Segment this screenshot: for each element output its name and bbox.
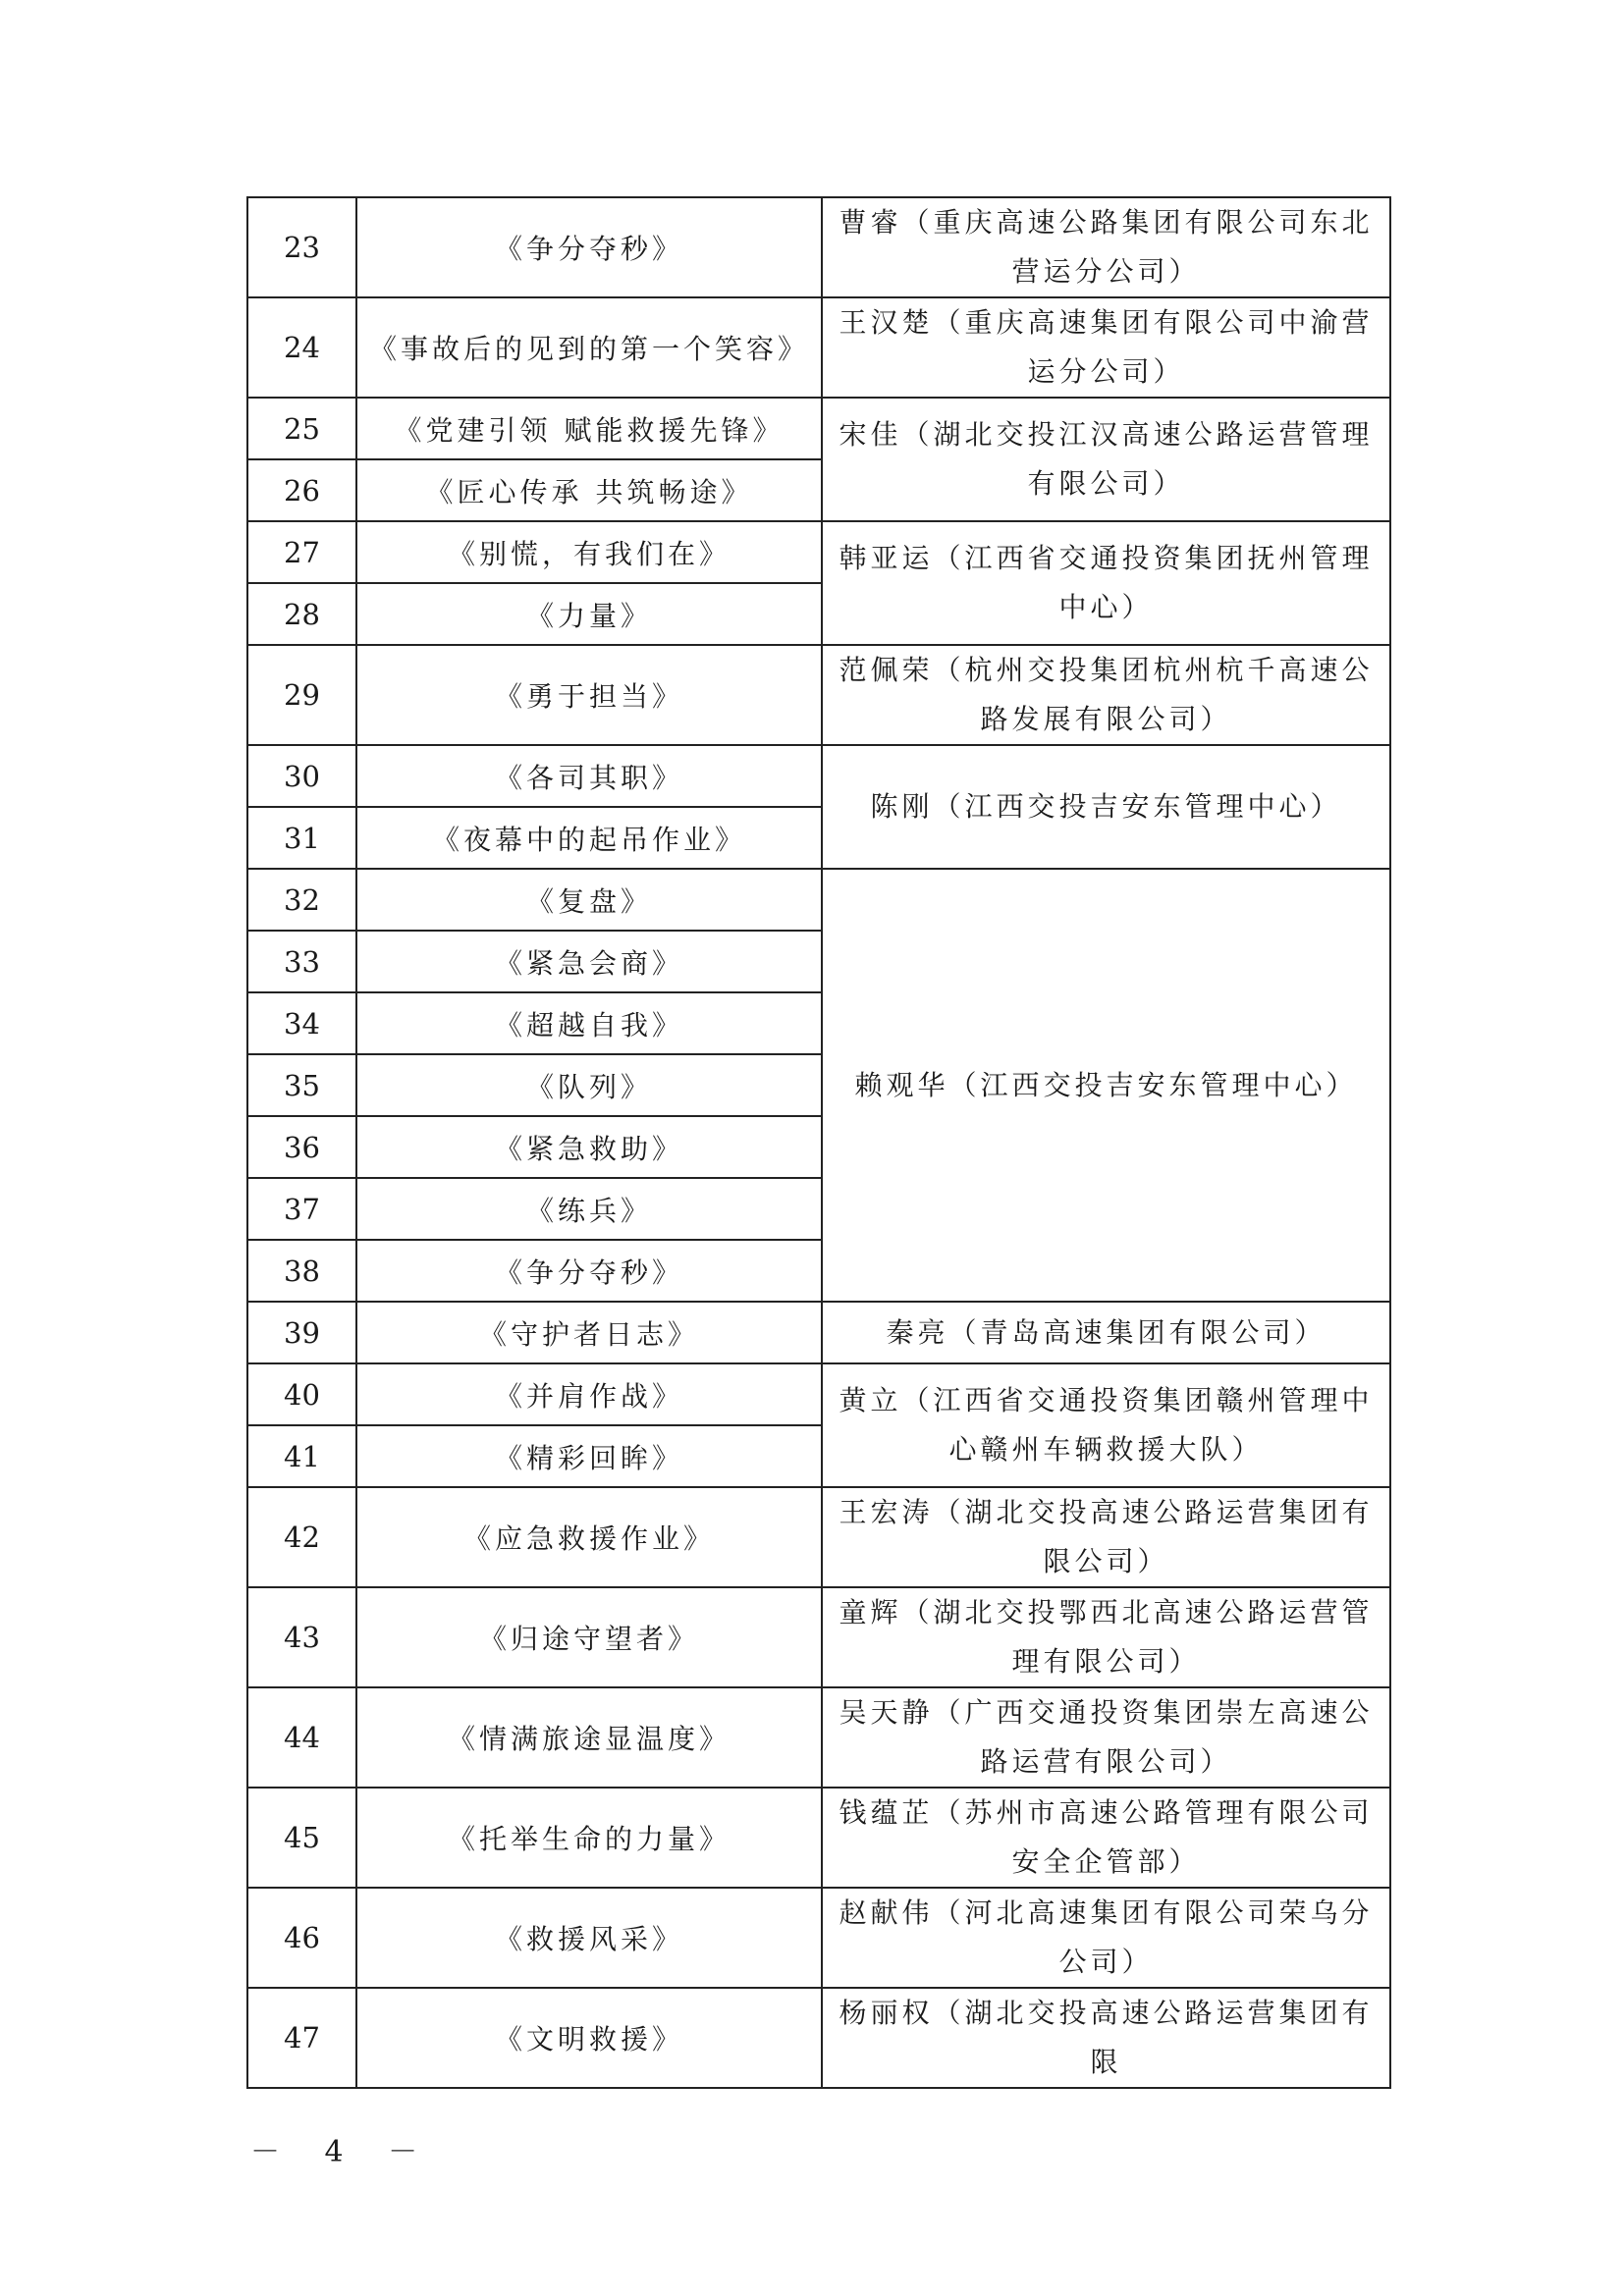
row-number: 23 [247,197,356,297]
work-title: 《归途守望者》 [356,1587,822,1687]
row-number: 25 [247,398,356,459]
row-number: 26 [247,459,356,521]
author-cell: 赵献伟（河北高速集团有限公司荣乌分公司） [822,1888,1390,1988]
author-cell: 黄立（江西省交通投资集团赣州管理中心赣州车辆救援大队） [822,1363,1390,1487]
work-title: 《应急救援作业》 [356,1487,822,1587]
row-number: 36 [247,1116,356,1178]
author-cell: 童辉（湖北交投鄂西北高速公路运营管理有限公司） [822,1587,1390,1687]
work-title: 《复盘》 [356,869,822,931]
table-row [247,398,1390,459]
row-number: 46 [247,1888,356,1988]
table-row [247,1587,1390,1687]
work-title: 《精彩回眸》 [356,1425,822,1487]
row-number: 31 [247,807,356,869]
work-title: 《党建引领 赋能救援先锋》 [356,398,822,459]
table-row [247,645,1390,745]
work-title: 《紧急会商》 [356,931,822,992]
author-cell: 陈刚（江西交投吉安东管理中心） [822,745,1390,869]
work-title: 《情满旅途显温度》 [356,1687,822,1788]
work-title: 《救援风采》 [356,1888,822,1988]
row-number: 47 [247,1988,356,2088]
work-title: 《守护者日志》 [356,1302,822,1363]
row-number: 37 [247,1178,356,1240]
work-title: 《力量》 [356,583,822,645]
author-cell: 曹睿（重庆高速公路集团有限公司东北营运分公司） [822,197,1390,297]
table-row [247,1363,1390,1425]
work-title: 《勇于担当》 [356,645,822,745]
author-cell: 钱蕴芷（苏州市高速公路管理有限公司安全企管部） [822,1788,1390,1888]
row-number: 38 [247,1240,356,1302]
author-cell: 赖观华（江西交投吉安东管理中心） [822,869,1390,1302]
table-row [247,1788,1390,1888]
work-title: 《争分夺秒》 [356,197,822,297]
author-cell: 宋佳（湖北交投江汉高速公路运营管理有限公司） [822,398,1390,521]
row-number: 24 [247,297,356,398]
author-cell: 韩亚运（江西省交通投资集团抚州管理中心） [822,521,1390,645]
table-row [247,1302,1390,1363]
author-cell: 杨丽权（湖北交投高速公路运营集团有限 [822,1988,1390,2088]
work-title: 《超越自我》 [356,992,822,1054]
table-row [247,197,1390,297]
author-cell: 范佩荣（杭州交投集团杭州杭千高速公路发展有限公司） [822,645,1390,745]
row-number: 32 [247,869,356,931]
row-number: 33 [247,931,356,992]
work-title: 《匠心传承 共筑畅途》 [356,459,822,521]
work-title: 《夜幕中的起吊作业》 [356,807,822,869]
work-title: 《文明救援》 [356,1988,822,2088]
work-title: 《队列》 [356,1054,822,1116]
work-title: 《托举生命的力量》 [356,1788,822,1888]
table-row [247,297,1390,398]
row-number: 34 [247,992,356,1054]
table-row [247,1988,1390,2088]
author-cell: 吴天静（广西交通投资集团崇左高速公路运营有限公司） [822,1687,1390,1788]
row-number: 30 [247,745,356,807]
page-number: － 4 － [250,2135,436,2169]
table-row [247,1687,1390,1788]
row-number: 40 [247,1363,356,1425]
work-title: 《事故后的见到的第一个笑容》 [356,297,822,398]
author-cell: 王汉楚（重庆高速集团有限公司中渝营运分公司） [822,297,1390,398]
work-title: 《紧急救助》 [356,1116,822,1178]
row-number: 39 [247,1302,356,1363]
row-number: 35 [247,1054,356,1116]
table-row [247,1487,1390,1587]
work-title: 《并肩作战》 [356,1363,822,1425]
author-cell: 秦亮（青岛高速集团有限公司） [822,1302,1390,1363]
table-row [247,521,1390,583]
work-title: 《别慌，有我们在》 [356,521,822,583]
row-number: 28 [247,583,356,645]
table-row [247,745,1390,807]
work-title: 《争分夺秒》 [356,1240,822,1302]
work-title: 《各司其职》 [356,745,822,807]
row-number: 44 [247,1687,356,1788]
table-row [247,869,1390,931]
works-table [246,196,1391,2089]
author-cell: 王宏涛（湖北交投高速公路运营集团有限公司） [822,1487,1390,1587]
row-number: 43 [247,1587,356,1687]
table-row [247,1888,1390,1988]
row-number: 42 [247,1487,356,1587]
work-title: 《练兵》 [356,1178,822,1240]
row-number: 27 [247,521,356,583]
row-number: 41 [247,1425,356,1487]
row-number: 45 [247,1788,356,1888]
row-number: 29 [247,645,356,745]
